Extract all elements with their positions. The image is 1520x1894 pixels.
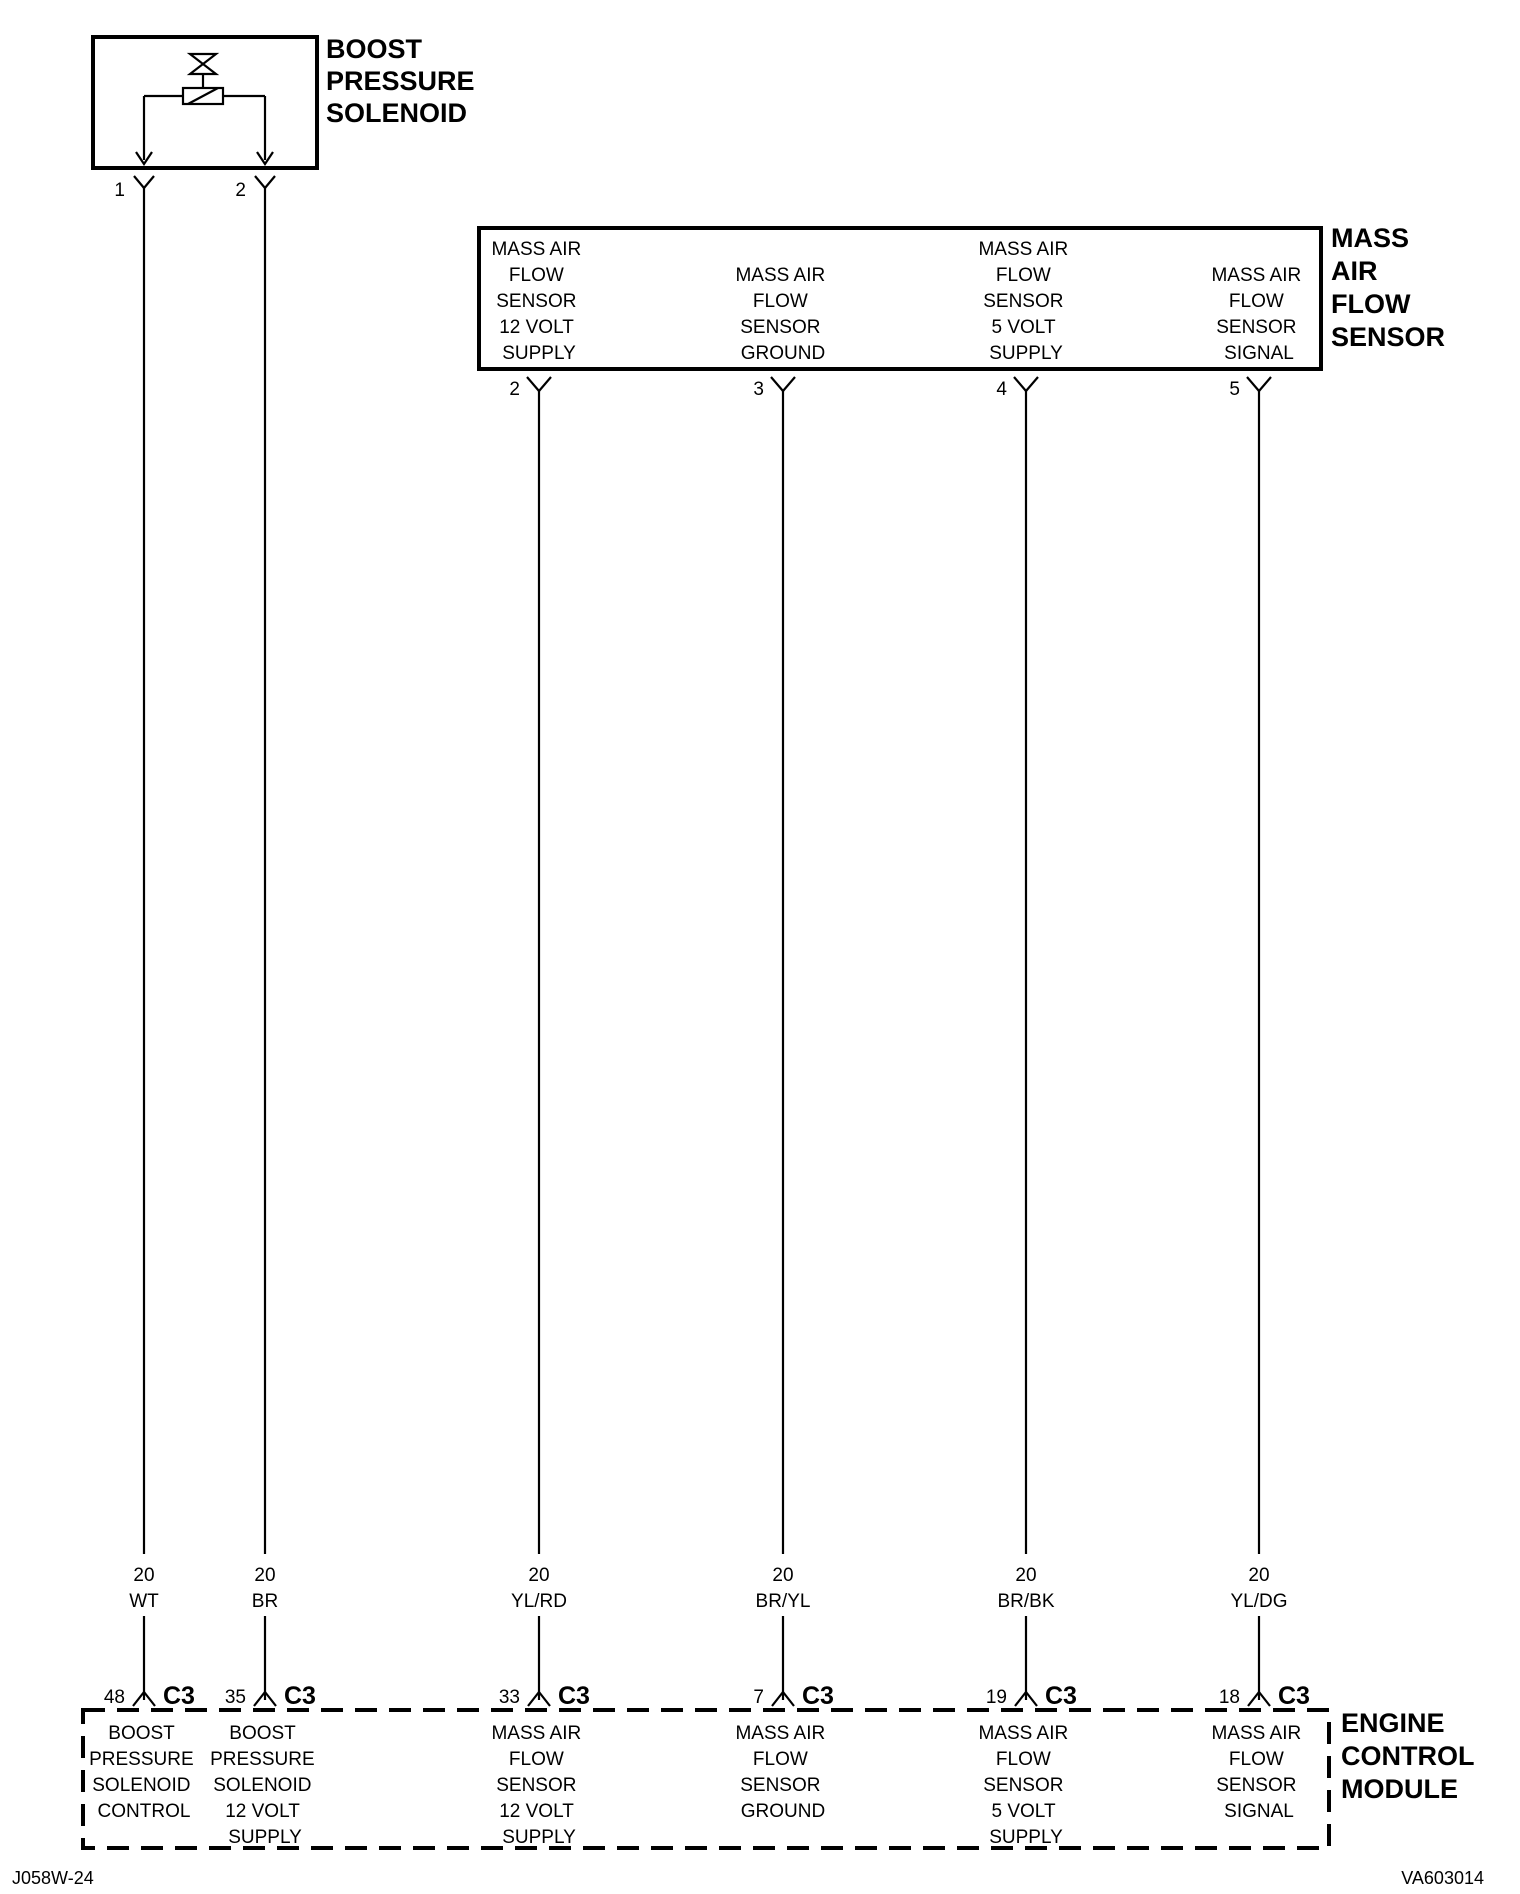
ecm-title-line-2: CONTROL	[1341, 1741, 1475, 1771]
maf-pin-2-terminal-icon	[527, 377, 551, 391]
footer-right-code: VA603014	[1401, 1868, 1484, 1888]
boost-pressure-solenoid	[93, 34, 475, 201]
maf-pin-5-label: MASS AIR FLOW SENSOR SIGNAL	[1211, 265, 1302, 364]
footer-left-code: J058W-24	[12, 1868, 94, 1888]
ecm-pin-7-label: MASS AIR FLOW SENSOR GROUND	[735, 1723, 826, 1822]
wire-1-color: WT	[129, 1591, 159, 1612]
wire-5-color: BR/BK	[997, 1591, 1055, 1612]
wire-4-gauge: 20	[772, 1565, 794, 1586]
ecm-connector-label-5: C3	[1045, 1682, 1077, 1710]
maf-pin-2: 2	[509, 379, 520, 400]
engine-control-module	[83, 1682, 1474, 1848]
maf-pin-4-terminal-icon	[1014, 377, 1038, 391]
maf-pin-4-label: MASS AIR FLOW SENSOR 5 VOLT SUPPLY	[978, 239, 1069, 364]
ecm-connector-label-2: C3	[284, 1682, 316, 1710]
wire-3-color: YL/RD	[511, 1591, 567, 1612]
solenoid-title-line-2: PRESSURE	[326, 66, 475, 96]
ecm-pin-33-label: MASS AIR FLOW SENSOR 12 VOLT SUPPLY	[491, 1723, 582, 1848]
ecm-connector-label-4: C3	[802, 1682, 834, 1710]
ecm-title-line-3: MODULE	[1341, 1774, 1458, 1804]
maf-pin-3-terminal-icon	[771, 377, 795, 391]
wire-1-gauge: 20	[133, 1565, 155, 1586]
wire-6-color: YL/DG	[1230, 1591, 1288, 1612]
maf-pin-5: 5	[1229, 379, 1240, 400]
ecm-pin-18: 18	[1218, 1687, 1240, 1708]
ecm-pin-18-label: MASS AIR FLOW SENSOR SIGNAL	[1211, 1723, 1302, 1822]
maf-title-line-1: MASS	[1331, 223, 1410, 253]
solenoid-pin-2-terminal-icon	[255, 176, 275, 188]
maf-title-line-4: SENSOR	[1331, 322, 1446, 352]
ecm-pin-19-label: MASS AIR FLOW SENSOR 5 VOLT SUPPLY	[978, 1723, 1069, 1848]
wire-6-gauge: 20	[1248, 1565, 1270, 1586]
solenoid-box	[93, 37, 317, 168]
ecm-pin-7: 7	[753, 1687, 764, 1708]
maf-pin-3-label: MASS AIR FLOW SENSOR GROUND	[735, 265, 826, 364]
maf-pin-5-terminal-icon	[1247, 377, 1271, 391]
solenoid-symbol-icon	[136, 54, 273, 164]
solenoid-pin-1-terminal-icon	[134, 176, 154, 188]
wire-3-gauge: 20	[528, 1565, 550, 1586]
wire-5-gauge: 20	[1015, 1565, 1037, 1586]
ecm-pin-48-label: BOOST PRESSURE SOLENOID CONTROL	[89, 1723, 194, 1822]
wire-2-color: BR	[251, 1591, 279, 1612]
ecm-pin-35: 35	[224, 1687, 246, 1708]
solenoid-title-line-3: SOLENOID	[326, 98, 468, 128]
ecm-connector-label-1: C3	[163, 1682, 195, 1710]
wire-2-gauge: 20	[254, 1565, 276, 1586]
solenoid-title-line-1: BOOST	[326, 34, 423, 64]
ecm-pin-19: 19	[985, 1687, 1007, 1708]
solenoid-pin-2: 2	[235, 180, 246, 201]
maf-title-line-2: AIR	[1331, 256, 1378, 286]
wire-4-color: BR/YL	[755, 1591, 811, 1612]
ecm-pin-48: 48	[103, 1687, 125, 1708]
maf-pin-3: 3	[753, 379, 764, 400]
maf-title-line-3: FLOW	[1331, 289, 1411, 319]
solenoid-pin-1: 1	[114, 180, 125, 201]
ecm-connector-pins	[104, 1682, 1310, 1710]
ecm-title-line-1: ENGINE	[1341, 1708, 1445, 1738]
ecm-connector-label-3: C3	[558, 1682, 590, 1710]
ecm-connector-label-6: C3	[1278, 1682, 1310, 1710]
wires	[129, 188, 1287, 1700]
maf-pin-2-label: MASS AIR FLOW SENSOR 12 VOLT SUPPLY	[491, 239, 582, 364]
mass-air-flow-sensor	[479, 223, 1445, 400]
ecm-pin-33: 33	[498, 1687, 520, 1708]
maf-box	[479, 228, 1321, 369]
maf-pin-4: 4	[996, 379, 1007, 400]
ecm-pin-35-label: BOOST PRESSURE SOLENOID 12 VOLT SUPPLY	[210, 1723, 315, 1848]
